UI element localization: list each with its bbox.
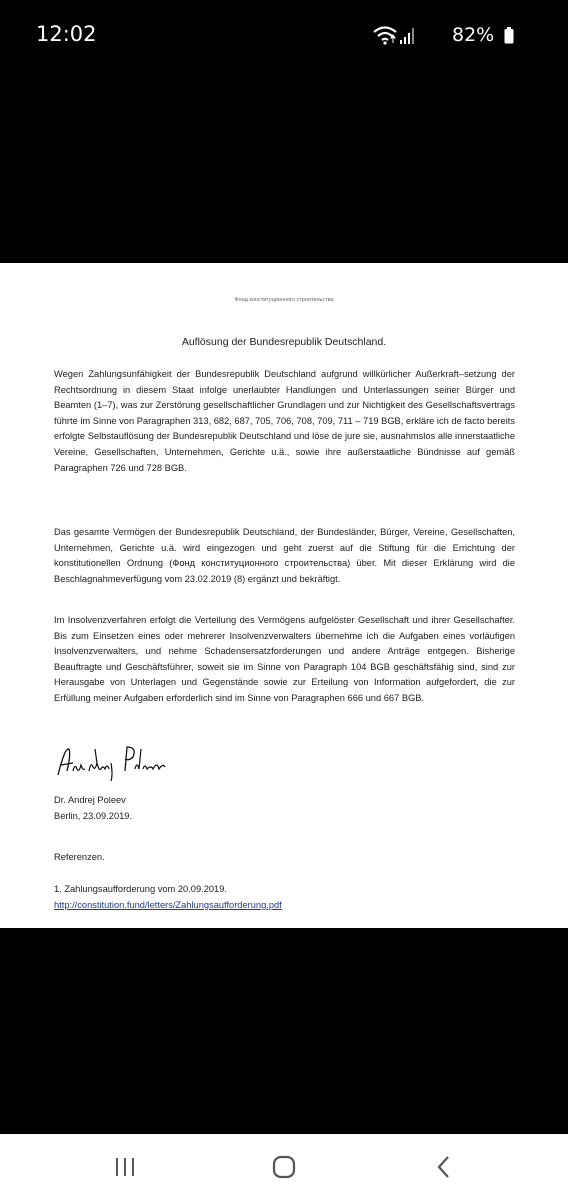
paragraph-3: Im Insolvenzverfahren erfolgt die Verteilung des Vermögens aufgelöster Gesellschaft und ihrer Gesellschafter. Bis zum Einsetzen eines oder mehrerer Insolvenzverwalters übernehme ich die Aufgaben eines vorläufigen Insolvenzverwalters, und nehme Schadensersatzforderungen und andere Anträge entgegen. Bisherige Beauftragte und Geschäftsführer, soweit sie im Sinne von Paragraph 104 BGB geschäftsfähig sind, sind zur Herausgabe von Unterlagen und Gegenstände sowie zur Erteilung von Information aufgefordert, die zur Erfüllung meiner Aufgaben erforderlich sind im Sinne von Paragraphen 666 und 667 BGB. bbox=[54, 615, 515, 703]
battery-percent: 82% bbox=[452, 24, 495, 46]
back-button[interactable] bbox=[424, 1152, 464, 1182]
back-icon bbox=[436, 1155, 452, 1179]
place-date: Berlin, 23.09.2019. bbox=[54, 811, 133, 821]
navigation-bar bbox=[0, 1134, 568, 1200]
recent-apps-button[interactable] bbox=[105, 1152, 145, 1182]
paragraph-2: Das gesamte Vermögen der Bundesrepublik Deutschland, der Bundesländer, Bürger, Vereine, Gesellschaften, Unternehmen, Gerichte u.ä. wird eingezogen und geht zuerst auf die Stiftung für die Errichtung der konstitutionellen Ordnung (Фонд конституционного строительства) über. Mit dieser Erklärung wird die Beschlagnahmeverfügung vom 23.02.2019 (8) ergänzt und bekräftigt. bbox=[54, 527, 515, 584]
battery-icon bbox=[504, 27, 514, 49]
handwritten-signature bbox=[55, 741, 175, 788]
document-header: Фонд конституционного строительства bbox=[234, 297, 334, 303]
home-button[interactable] bbox=[264, 1152, 304, 1182]
reference-link-1[interactable]: http://constitution.fund/letters/Zahlungsaufforderung.pdf bbox=[54, 900, 282, 910]
status-bar bbox=[0, 0, 568, 72]
wifi-icon bbox=[372, 25, 398, 50]
signer-name: Dr. Andrej Poleev bbox=[54, 795, 126, 805]
status-time: 12:02 bbox=[36, 22, 97, 46]
paragraph-1: Wegen Zahlungsunfähigkeit der Bundesrepublik Deutschland aufgrund willkürlicher Außerkraft–setzung der Rechtsordnung in diesem Staat infolge unerlaubter Handlungen und Unterlassungen seiner Bürger und Beamten (1–7), was zur Zerstörung gesellschaftlicher Grundlagen und zur Nichtigkeit des Gesellschaftsvertrags führte im Sinne von Paragraphen 313, 682, 687, 705, 706, 708, 709, 711 – 719 BGB, erkläre ich de facto bereits erfolgte Selbstauflösung der Bundesrepublik Deutschland und löse de jure sie, ausnahmslos alle innerstaatliche Vereine, Gesellschaften, Unternehmen, Gerichte u.ä., sowie ihre außerstaatliche Bündnisse auf gemäß Paragraphen 726 und 728 BGB. bbox=[54, 369, 515, 473]
document-image bbox=[0, 263, 568, 928]
reference-item-1: 1. Zahlungsaufforderung vom 20.09.2019. bbox=[54, 884, 227, 894]
document-title: Auflösung der Bundesrepublik Deutschland. bbox=[181, 336, 387, 348]
signal-bars-icon bbox=[400, 28, 414, 49]
recent-apps-icon bbox=[114, 1157, 136, 1177]
references-title: Referenzen. bbox=[54, 852, 105, 862]
home-icon bbox=[272, 1155, 296, 1179]
